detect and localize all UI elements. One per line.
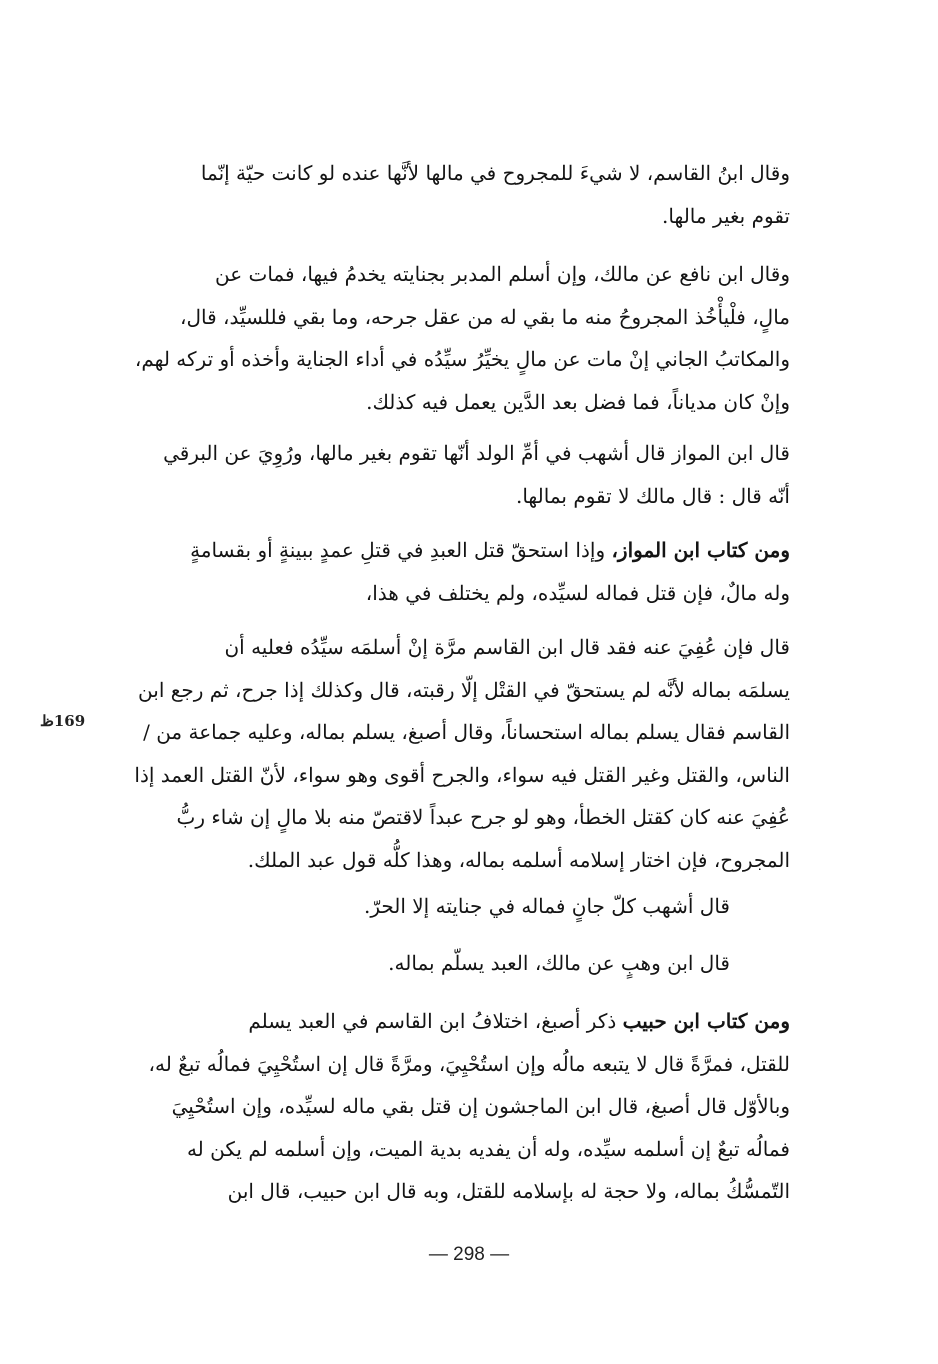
text-line (126, 1000, 790, 1043)
text-line: قال ابن المواز قال أشهب في أمِّ الولد أنّها تقوم بغير مالها، ورُوِيَ عن البرقي (163, 441, 790, 465)
manuscript-folio-note: 169ظ (40, 712, 86, 730)
text-line: قال ابن وهبٍ عن مالك، العبد يسلّم بماله. (388, 951, 730, 975)
text-fragment: وإذا استحقّ قتل العبدِ في قتلِ عمدٍ ببينةٍ أو بقسامةٍ (190, 538, 612, 562)
text-line: للقتل، فمرَّةً قال لا يتبعه مالُه وإن استُحْيِيَ، ومرَّةً قال إن استُحْيِيَ فمالُه تبعٌ له، (148, 1051, 790, 1076)
text-line: مالٍ، فلْيأْخُذ المجروحُ منه ما بقي له من عقل جرحه، وما بقي فللسيِّد، قال، (180, 304, 790, 329)
text-line (126, 529, 790, 572)
text-line: فمالُه تبعٌ إن أسلمه سيِّده، وله أن يفديه بدية الميت، وإن أسلمه لم يكن له (186, 1136, 790, 1161)
text-line: قال أشهب كلّ جانٍ فماله في جنايته إلا الحرّ. (363, 894, 730, 918)
text-line: وقال ابن نافع عن مالك، وإن أسلم المدبر بجنايته يخدمُ فيها، فمات عن (214, 262, 790, 286)
paragraph-6 (126, 885, 790, 928)
text-line: يسلمَه بماله لأنَّه لم يستحقّ في القتْل إلّا رقبته، قال وكذلك إذا جرح، ثم رجع ابن (138, 677, 790, 702)
book-reference: ومن كتاب ابن حبيب (622, 1009, 790, 1033)
text-line: أنّه قال : قال مالك لا تقوم بمالها. (515, 483, 790, 508)
text-line: عُفِيَ عنه كان كقتل الخطأ، وهو لو جرح عبداً لاقتصّ منه بلا مالٍ إن شاء ربُّ (176, 805, 790, 829)
text-line: وقال ابنُ القاسم، لا شيءَ للمجروح في مالها لأنَّها عنده لو كانت حيّة إنّما (200, 161, 790, 185)
text-line: وبالأوّل قال أصبغ، قال ابن الماجشون إن قتل بقي ماله لسيِّده، وإن استُحْيِيَ (171, 1094, 790, 1118)
paragraph-1 (126, 152, 790, 237)
paragraph-8 (126, 1000, 790, 1213)
book-reference: ومن كتاب ابن المواز، (611, 538, 790, 562)
text-line: وله مالٌ، فإن قتل فماله لسيِّده، ولم يختلف في هذا، (365, 580, 790, 605)
text-line: تقوم بغير مالها. (662, 203, 790, 228)
text-line: المجروح، فإن اختار إسلامه أسلمه بماله، وهذا كلُّه قول عبد الملك. (247, 847, 790, 872)
text-line: وإنْ كان مدياناً، فما فضل بعد الدَّين يعمل فيه كذلك. (366, 389, 790, 414)
paragraph-3 (126, 432, 790, 517)
page-number: — 298 — (428, 1244, 510, 1265)
text-line: القاسم فقال يسلم بماله استحساناً، وقال أصبغ، يسلم بماله، وعليه جماعة من / (143, 720, 790, 744)
paragraph-2 (126, 253, 790, 423)
paragraph-7 (126, 942, 790, 985)
text-line: الناس، والقتل وغير القتل فيه سواء، والجرح أقوى وهو سواء، لأنّ القتل العمد إذا (134, 762, 790, 787)
paragraph-4 (126, 529, 790, 614)
text-line: التّمسُّكُ بماله، ولا حجة له بإسلامه للقتل، وبه قال ابن حبيب، قال ابن (227, 1179, 790, 1203)
paragraph-5 (126, 626, 790, 881)
text-line: والمكاتبُ الجاني إنْ مات عن مالٍ يخيِّرُ سيِّدُه في أداء الجناية وأخذه أو تركه لهم، (134, 347, 790, 371)
text-line: قال فإن عُفِيَ عنه فقد قال ابن القاسم مرَّة إنْ أسلمَه سيِّدُه فعليه أن (224, 635, 790, 659)
text-fragment: ذكر أصبغ، اختلافُ ابن القاسم في العبد يسلم (248, 1009, 623, 1033)
